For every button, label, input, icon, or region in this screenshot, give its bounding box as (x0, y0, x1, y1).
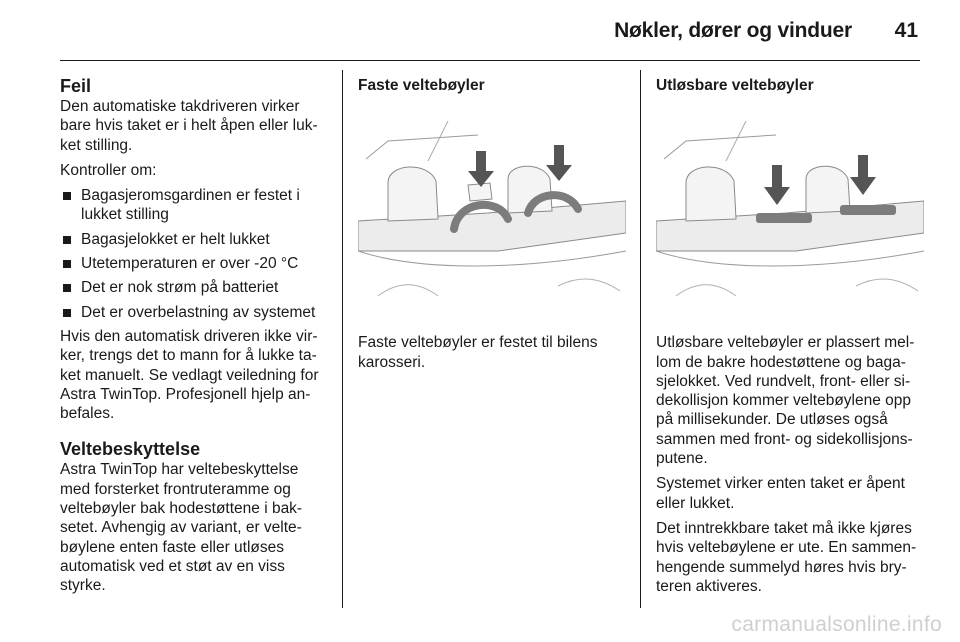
paragraph-warning: Det inntrekkbare taket må ikke kjøres hvis veltebøylene er ute. En sammen-hengende summelyd høres hvis bry-teren aktiveres. (656, 519, 917, 595)
bullet-square-icon (63, 236, 71, 244)
bullet-square-icon (63, 260, 71, 268)
list-item: Bagasjeromsgardinen er festet i lukket stilling (60, 186, 328, 225)
header-rule (60, 60, 920, 61)
column-divider-2 (640, 70, 641, 608)
bullet-square-icon (63, 284, 71, 292)
paragraph-manual: Hvis den automatisk driveren ikke vir-ker, trengs det to mann for å lukke ta-ket manuelt. Se vedlagt veiledning for Astra TwinTop. Profesjonell hjelp an-befales. (60, 327, 319, 423)
column-divider-1 (342, 70, 343, 608)
paragraph-intro: Den automatiske takdriveren virker bare hvis taket er i helt åpen eller luk-ket stilling. (60, 98, 318, 154)
paragraph-system: Systemet virker enten taket er åpent eller lukket. (656, 475, 905, 512)
bullet-square-icon (63, 192, 71, 200)
page-number: 41 (894, 19, 918, 42)
caption-faste: Faste veltebøyler er festet til bilens karosseri. (358, 334, 598, 371)
list-item: Det er nok strøm på batteriet (60, 278, 328, 297)
paragraph-check: Kontroller om: (60, 161, 157, 179)
column-left (60, 76, 328, 602)
bullet-square-icon (63, 309, 71, 317)
subheading-faste: Faste veltebøyler (358, 77, 485, 94)
deployable-rollbar-illustration (656, 101, 924, 311)
list-item: Det er overbelastning av systemet (60, 303, 328, 322)
watermark: carmanualsonline.info (731, 613, 942, 636)
paragraph-veltebeskyttelse: Astra TwinTop har veltebeskyttelse med forsterket frontruteramme og veltebøyler bak hodestøttene i bak-setet. Avhengig av variant, er velte-bøylene enten faste eller utløses automatisk ved et støt av en viss styrke. (60, 461, 303, 595)
column-right (656, 76, 924, 602)
fixed-rollbar-illustration (358, 101, 626, 311)
column-middle (358, 76, 626, 378)
subheading-utlosbare: Utløsbare veltebøyler (656, 77, 814, 94)
page-title: Nøkler, dører og vinduer (614, 19, 852, 42)
section-heading-feil: Feil (60, 76, 92, 96)
paragraph-utlosbare: Utløsbare veltebøyler er plassert mel-lom de bakre hodestøttene og baga-sjelokket. Ved rundvelt, front- eller si-dekollisjon kommer veltebøylene opp på millisekunder. De utløses også sammen med front- og sidekollisjons-putene. (656, 334, 915, 468)
list-item: Bagasjelokket er helt lukket (60, 230, 328, 249)
section-heading-veltebeskyttelse: Veltebeskyttelse (60, 439, 201, 460)
checklist (60, 186, 328, 322)
list-item: Utetemperaturen er over -20 °C (60, 254, 328, 273)
